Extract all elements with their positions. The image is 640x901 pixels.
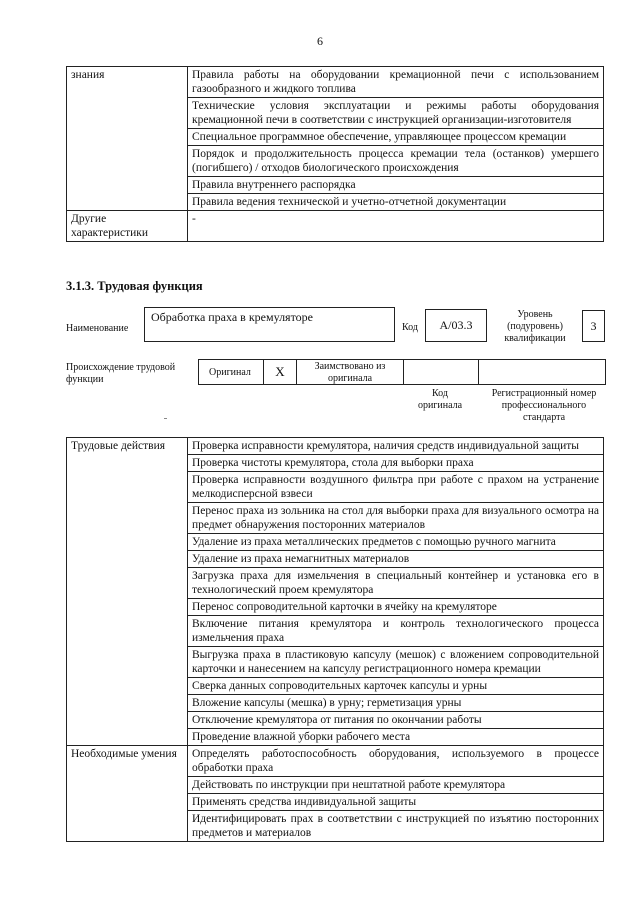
row-item: Проверка исправности кремулятора, наличия средств индивидуальной защиты xyxy=(188,438,604,455)
level-value: 3 xyxy=(590,319,597,333)
row-item: Проверка чистоты кремулятора, стола для выборки праха xyxy=(188,455,604,472)
row-item: Проверка исправности воздушного фильтра при работе с прахом на устранение мелкодисперсной взвеси xyxy=(188,472,604,503)
row-item: Идентифицировать прах в соответствии с инструкцией по изъятию посторонних предметов и материалов xyxy=(188,811,604,842)
borrowed-label: Заимствовано из оригинала xyxy=(314,361,386,384)
name-label: Наименование xyxy=(66,323,129,334)
section-title: 3.1.3. Трудовая функция xyxy=(66,279,203,293)
row-item: Вложение капсулы (мешка) в урну; герметизация урны xyxy=(188,695,604,712)
origin-table xyxy=(198,359,606,385)
row-item: Удаление из праха металлических предметов с помощью ручного магнита xyxy=(188,534,604,551)
row-item: Проведение влажной уборки рабочего места xyxy=(188,729,604,746)
row-label: Необходимые умения xyxy=(67,746,188,842)
row-item: Перенос праха из зольника на стол для выборки праха для визуального осмотра на предмет обнаружения посторонних материалов xyxy=(188,503,604,534)
function-name-box xyxy=(144,307,395,342)
origin-label: Происхождение трудовой функции xyxy=(66,362,176,385)
row-item: Правила внутреннего распорядка xyxy=(188,177,604,194)
scan-mark xyxy=(164,418,167,419)
row-label: знания xyxy=(67,67,188,211)
code-value: A/03.3 xyxy=(439,318,473,332)
code-label: Код xyxy=(402,322,418,333)
page-number: 6 xyxy=(317,34,323,48)
row-item: Правила ведения технической и учетно-отчетной документации xyxy=(188,194,604,211)
row-item: Правила работы на оборудовании кремационной печи с использованием газообразного и жидкого топлива xyxy=(188,67,604,98)
row-item: Действовать по инструкции при нештатной работе кремулятора xyxy=(188,777,604,794)
table-row xyxy=(67,211,604,242)
code-caption: Код оригинала xyxy=(417,388,463,411)
knowledge-table xyxy=(66,66,604,242)
row-label: Другие характеристики xyxy=(67,211,188,242)
row-item: Загрузка праха для измельчения в специальный контейнер и установка его в технологический проем кремулятора xyxy=(188,568,604,599)
level-box xyxy=(582,310,605,342)
row-item: - xyxy=(188,211,604,242)
code-box xyxy=(425,309,487,342)
function-name: Обработка праха в кремуляторе xyxy=(151,310,313,324)
row-item: Выгрузка праха в пластиковую капсулу (мешок) с вложением сопроводительной карточки и нанесением на капсулу регистрационного номера кремации xyxy=(188,647,604,678)
row-item: Порядок и продолжительность процесса кремации тела (останков) умершего (погибшего) / отходов биологического происхождения xyxy=(188,146,604,177)
row-item: Удаление из праха немагнитных материалов xyxy=(188,551,604,568)
reg-caption: Регистрационный номер профессионального стандарта xyxy=(491,388,597,423)
row-item: Применять средства индивидуальной защиты xyxy=(188,794,604,811)
row-item: Отключение кремулятора от питания по окончании работы xyxy=(188,712,604,729)
row-item: Определять работоспособность оборудования, используемого в процессе обработки праха xyxy=(188,746,604,777)
table-row xyxy=(67,438,604,455)
row-label: Трудовые действия xyxy=(67,438,188,746)
level-label: Уровень (подуровень) квалификации xyxy=(504,309,566,344)
divider xyxy=(296,360,297,384)
table-row xyxy=(67,67,604,98)
row-item: Перенос сопроводительной карточки в ячейку на кремуляторе xyxy=(188,599,604,616)
divider xyxy=(478,360,479,384)
original-label: Оригинал xyxy=(209,367,251,378)
row-item: Включение питания кремулятора и контроль технологического процесса измельчения праха xyxy=(188,616,604,647)
divider xyxy=(403,360,404,384)
original-mark: X xyxy=(275,364,285,379)
row-item: Технические условия эксплуатации и режимы работы оборудования кремационной печи в соответствии с инструкцией организации-изготовителя xyxy=(188,98,604,129)
table-row xyxy=(67,746,604,777)
labor-actions-table xyxy=(66,437,604,842)
row-item: Сверка данных сопроводительных карточек капсулы и урны xyxy=(188,678,604,695)
row-item: Специальное программное обеспечение, управляющее процессом кремации xyxy=(188,129,604,146)
